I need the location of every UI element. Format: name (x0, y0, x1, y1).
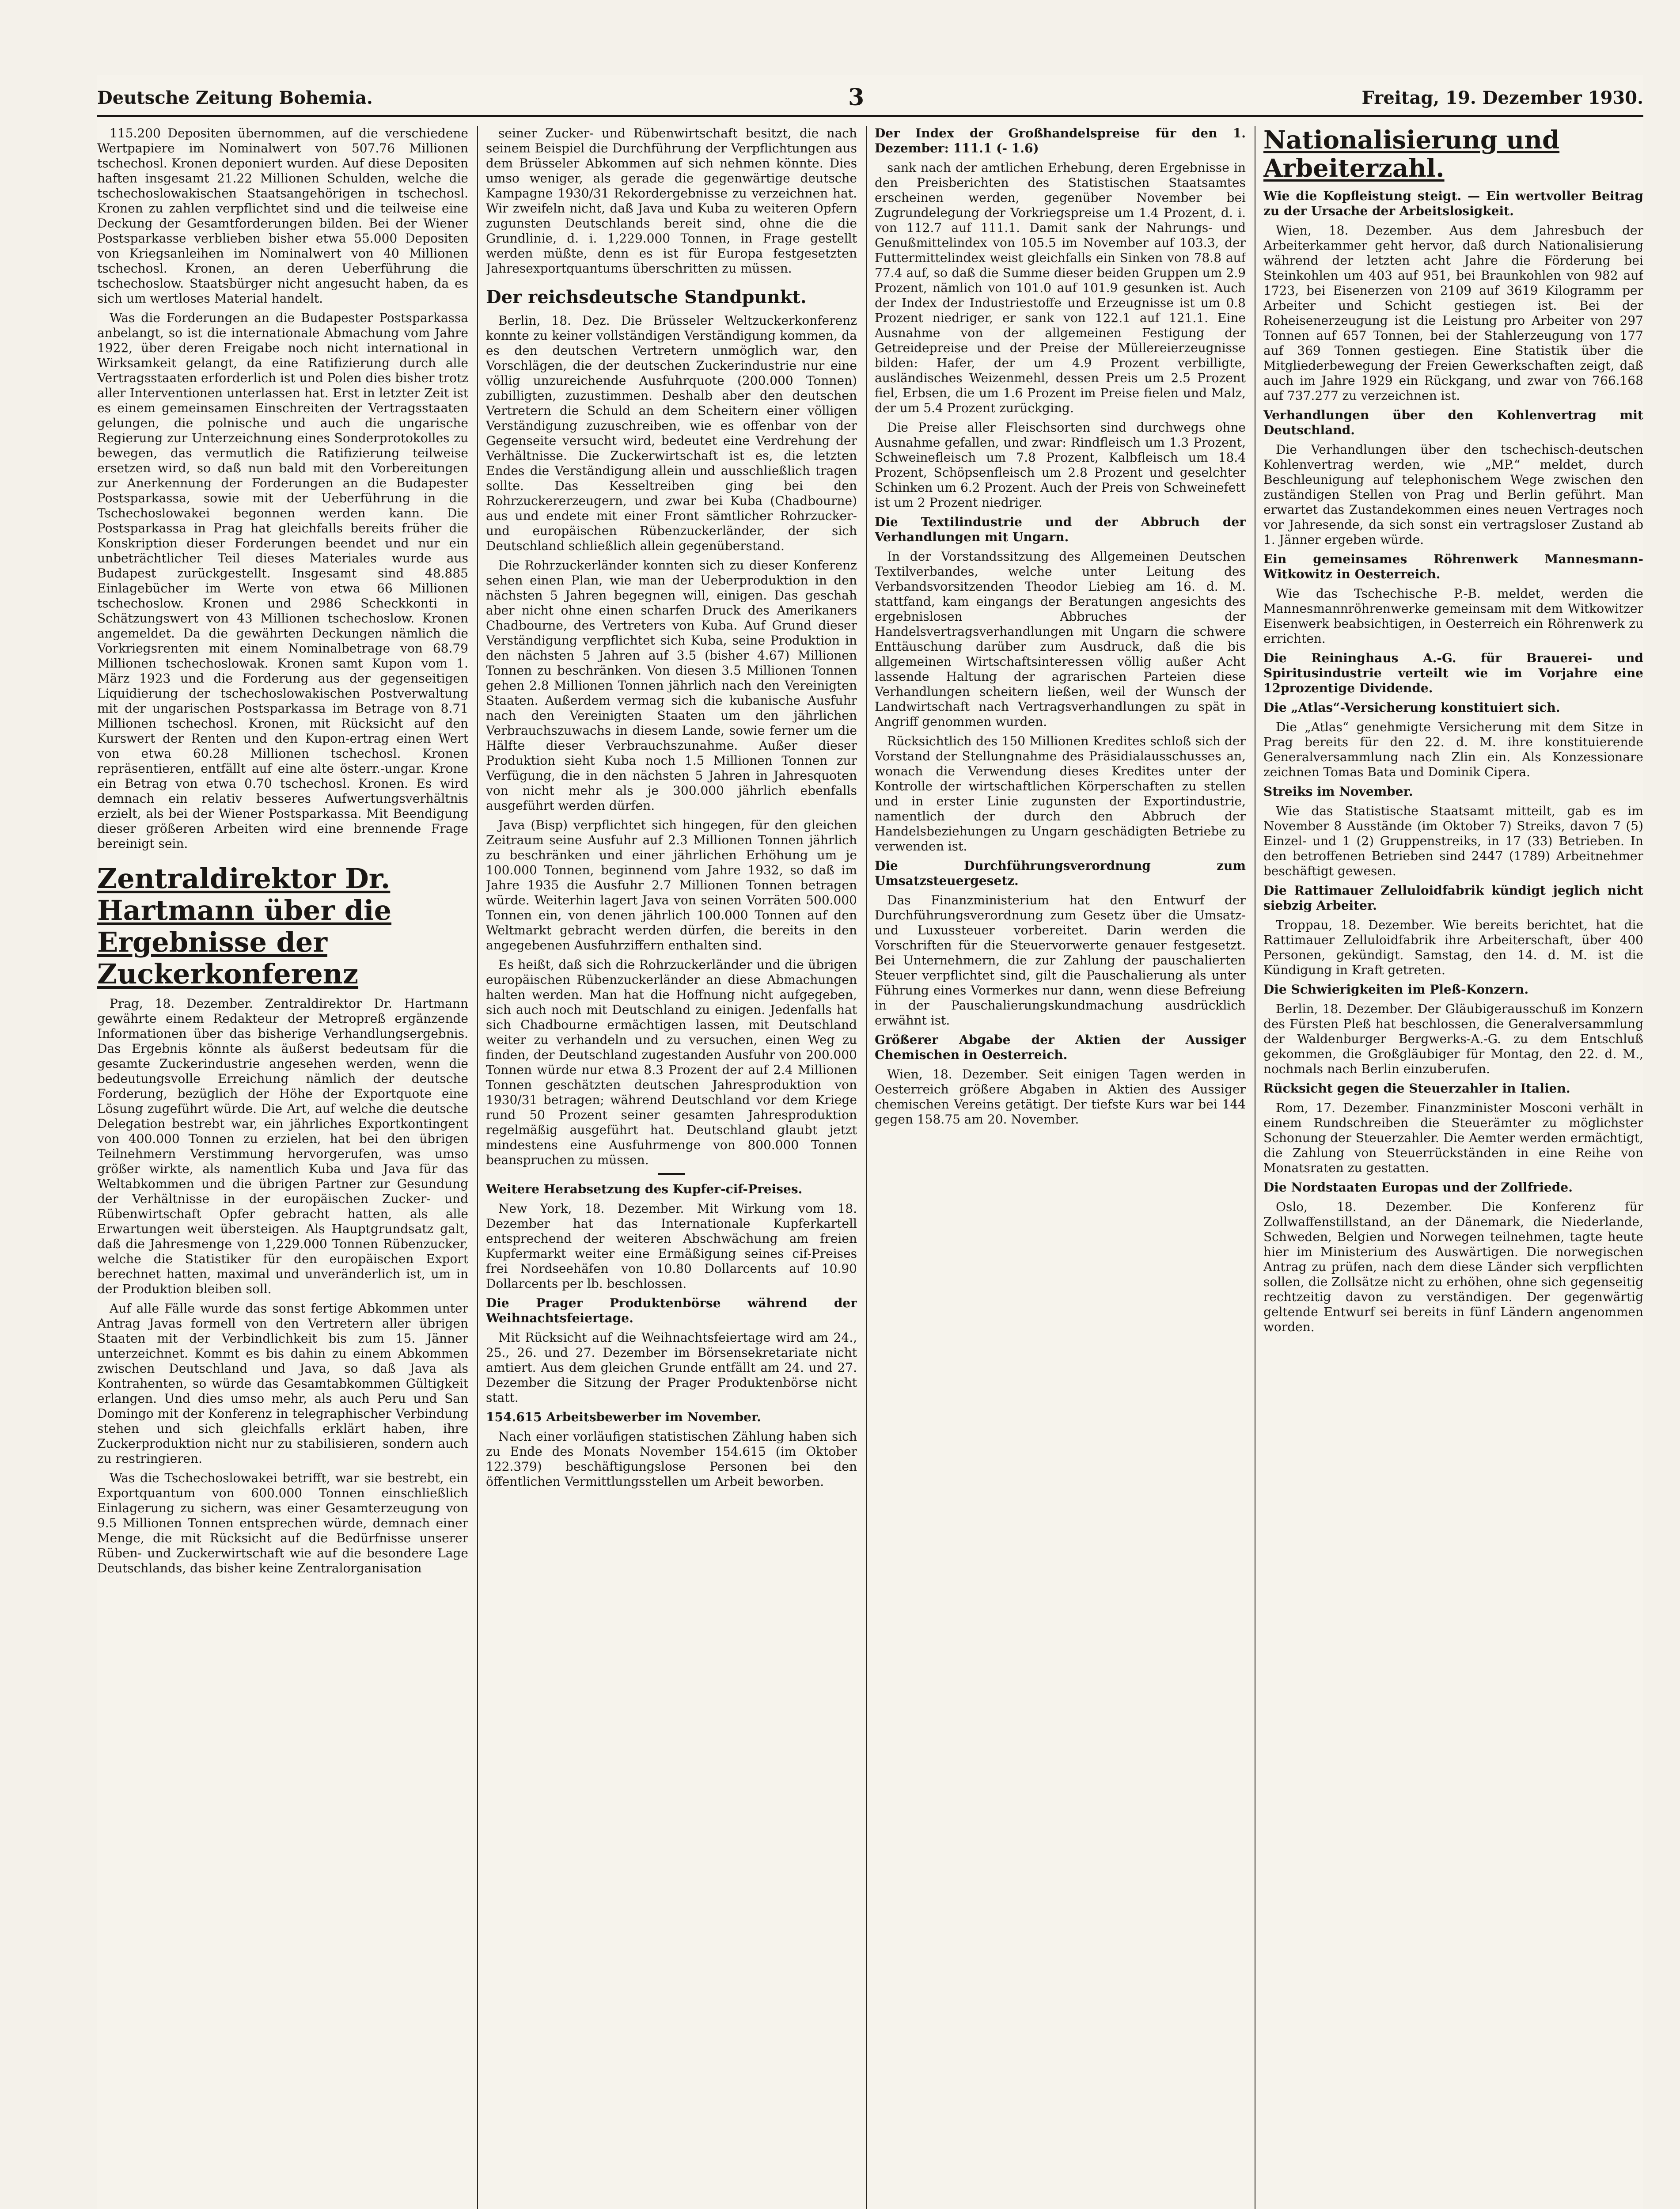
article-headline-kohlenvertrag: Verhandlungen über den Kohlenvertrag mit Deutschland. (1263, 408, 1643, 437)
article-headline-hartmann: Zentraldirektor Dr. Hartmann über die Ergebnisse der Zuckerkonferenz (97, 862, 392, 990)
article-headline-standpunkt: Der reichsdeutsche Standpunkt. (486, 287, 807, 307)
article-paragraph: Auf alle Fälle wurde das sonst fertige Abkommen unter Antrag Javas formell von den Vertretern aller übrigen Staaten mit der Verbindlichkeit bis zum 15. Jänner unterzeichnet. Kommt es bis dahin zu einem Abkommen zwischen Deutschland und Java, so daß Java als Kontrahenten, so würde das Gesamtabkommen Gültigkeit erlangen. Und dies umso mehr, als auch Peru und San Domingo mit der Konferenz in telegraphischer Verbindung stehen und sich gleichfalls erklärt haben, ihre Zuckerproduktion nicht nur zu stabilisieren, sondern auch zu restringieren. (97, 1301, 468, 1466)
article-headline-steuerzahler: Rücksicht gegen die Steuerzahler in Italien. (1263, 1081, 1570, 1096)
issue-date: Freitag, 19. Dezember 1930. (1361, 87, 1643, 108)
column-rule (477, 126, 478, 2209)
article-paragraph: sank nach der amtlichen Erhebung, deren Ergebnisse in den Preisberichten des Statistischen Staatsamtes erscheinen werden, gegenüber November bei Zugrundelegung der Vorkriegspreise um 1.4 Prozent, d. i. von 112.7 auf 111.1. Damit sank der Nahrungs- und Genußmittelindex von 105.5 im November auf 103.3, der Futtermittelindex weist gleichfalls ein Sinken von 78.8 auf 77.4 auf, so daß die Summe dieser beiden Gruppen um 2.9 Prozent, nämlich von 101.0 auf 101.9 gesunken ist. Auch der Index der Industriestoffe und Erzeugnisse ist um 0.8 Prozent niedriger, er sank von 122.1 auf 121.1. Eine Ausnahme von der allgemeinen Festigung der Getreidepreise und der Preise der Müllereierzeugnisse bilden: Hafer, der um 4.9 Prozent verbilligte, ausländisches Weizenmehl, dessen Preis um 2.5 Prozent fiel, Erbsen, die um 1.6 Prozent im Preise fielen und Malz, der um 5.4 Prozent zurückging. (875, 160, 1246, 415)
article-paragraph: Es heißt, daß sich die Rohrzuckerländer und die übrigen europäischen Rübenzuckerländer an diese Abmachungen halten werden. Man hat die Hoffnung nicht aufgegeben, sich auch noch mit Deutschland zu einigen. Jedenfalls hat sich Chadbourne ermächtigen lassen, mit Deutschland weiter zu verhandeln und zu versuchen, einen Weg zu finden, der Deutschland zugestanden Ausfuhr von 200.000 Tonnen würde nur etwa 8.3 Prozent der auf 2.4 Millionen Tonnen geschätzten deutschen Jahresproduktion von 1930/31 betragen; während Deutschland vor dem Kriege rund 50 Prozent seiner gesamten Jahresproduktion regelmäßig ausgeführt hat. Deutschland glaubt jetzt mindestens eine Ausfuhrmenge von 800.000 Tonnen beanspruchen zu müssen. (486, 957, 857, 1167)
article-paragraph: Berlin, 18. Dez. Die Brüsseler Weltzuckerkonferenz konnte zu keiner vollständigen Verständigung kommen, da es den deutschen Vertretern unmöglich war, den Vorschlägen, die der deutschen Zuckerindustrie nur eine völlig unzureichende Ausfuhrquote (200.000 Tonnen) zubilligten, zuzustimmen. Deshalb aber den deutschen Vertretern die Schuld an dem Scheitern einer völligen Verständigung zuzuschreiben, wie es offenbar von der Gegenseite versucht wird, bedeutet eine Verdrehung der Verhältnisse. Die Zuckerwirtschaft ist es, die letzten Endes die Verständigung allein und ausschließlich tragen sollte. Das Kesseltreiben ging bei den Rohrzuckererzeugern, und zwar bei Kuba (Chadbourne) aus und endete mit einer Front sämtlicher Rohrzucker- und europäischen Rübenzuckerländer, der sich Deutschland schließlich allein gegenüberstand. (486, 313, 857, 553)
article-paragraph: Troppau, 18. Dezember. Wie bereits berichtet, hat die Rattimauer Zelluloidfabrik ihre Arbeiterschaft, über 400 Personen, gekündigt. Samstag, den 14. d. M. ist die Kündigung in Kraft getreten. (1263, 918, 1643, 977)
article-paragraph: Prag, 18. Dezember. Zentraldirektor Dr. Hartmann gewährte einem Redakteur der Metropreß ergänzende Informationen über das bisherige Verhandlungsergebnis. Das Ergebnis könnte als äußerst bedeutsam für die gesamte Zuckerindustrie angesehen werden, wenn die bedeutungsvolle Erreichung nämlich der deutsche Forderung, bezüglich der Höhe der Exportquote eine Lösung zugeführt würde. Die Art, auf welche die deutsche Delegation bestrebt war, ein jährliches Exportkontingent von 400.000 Tonnen zu erzielen, hat bei den übrigen Teilnehmern Verstimmung hervorgerufen, was umso größer wirkte, als namentlich Kuba und Java für das Weltabkommen und die übrigen Partner zur Gesundung der Verhältnisse in der europäischen Zucker- und Rübenwirtschaft Opfer gebracht hatten, als alle Erwartungen weit übersteigen. Als Hauptgrundsatz galt, daß die Jahresmenge von 1,229.000 Tonnen Rübenzucker, welche die Statistiker für den europäischen Export berechnet hatten, maximal und unveränderlich ist, um in der Produktion bleiben soll. (97, 996, 468, 1296)
article-headline-arbeitsbewerber: 154.615 Arbeitsbewerber im November. (486, 1410, 761, 1424)
article-paragraph: Nach einer vorläufigen statistischen Zählung haben sich zu Ende des Monats November 154.615 (im Oktober 122.379) beschäftigungslose Personen bei den öffentlichen Vermittlungsstellen um Arbeit beworben. (486, 1429, 857, 1489)
article-headline-umsatzsteuer: Die Durchführungsverordnung zum Umsatzsteuergesetz. (875, 858, 1246, 888)
article-paragraph: Wien, 18. Dezember. Seit einigen Tagen werden in Oesterreich größere Abgaben in Aktien des Aussiger chemischen Vereins getätigt. Der tiefste Kurs war bei 144 gegen 158.75 am 20. November. (875, 1067, 1246, 1127)
article-headline-zelluloid: Die Rattimauer Zelluloidfabrik kündigt jeglich nicht siebzig Arbeiter. (1263, 883, 1643, 913)
article-subheadline: Wie die Kopfleistung steigt. — Ein wertvoller Beitrag zu der Ursache der Arbeitslosigkeit. (1263, 189, 1643, 218)
article-headline-pless: Die Schwierigkeiten im Pleß-Konzern. (1263, 982, 1529, 997)
article-paragraph: Wien, 18. Dezember. Aus dem Jahresbuch der Arbeiterkammer geht hervor, daß durch Nationalisierung während der letzten acht Jahre die Förderung bei Steinkohlen um 403 auf 951, bei Braunkohlen von 982 auf 1723, bei Eisenerzen von 2109 auf 3619 Kilogramm per Arbeiter und Schicht gestiegen ist. Bei der Roheisenerzeugung ist die Leistung pro Arbeiter von 297 Tonnen auf 657 Tonnen, bei der Stahlerzeugung von 177 auf 369 Tonnen gestiegen. Eine Statistik über die Mitgliederbewegung der Freien Gewerkschaften zeigt, daß auch im Jahre 1929 ein Rückgang, und zwar von 766.168 auf 737.277 zu verzeichnen ist. (1263, 223, 1643, 403)
article-paragraph: Die Verhandlungen über den tschechisch-deutschen Kohlenvertrag werden, wie „MP.“ meldet, durch Beschleunigung auf telephonischem Wege zwischen den zuständigen Stellen von Prag und Berlin geführt. Man erwartet das Zustandekommen eines neuen Vertrages noch vor Jahresende, da sich sonst ein vertragsloser Zustand ab 1. Jänner ergeben würde. (1263, 442, 1643, 547)
article-paragraph: Oslo, 18. Dezember. Die Konferenz für Zollwaffenstillstand, an der Dänemark, die Niederlande, Schweden, Belgien und Norwegen teilnehmen, tagte heute hier im Ministerium des Auswärtigen. Die norwegischen Antrag zu prüfen, nach dem diese Länder sich verpflichten sollen, die Zollsätze nicht zu erhöhen, ohne sich gegenseitig rechtzeitig davon zu verständigen. Der gegenwärtig geltende Entwurf sei bereits in fünf Ländern angenommen worden. (1263, 1199, 1643, 1334)
article-paragraph: 115.200 Depositen übernommen, auf die verschiedene Wertpapiere im Nominalwert von 507.76 Millionen tschechosl. Kronen deponiert wurden. Auf diese Depositen haften insgesamt 21.22 Millionen Schulden, welche die tschechoslowakischen Staatsangehörigen in tschechosl. Kronen zu zahlen verpflichtet sind und die teilweise eine Deckung der Gesamtforderungen bilden. Bei der Wiener Postsparkasse verblieben bisher etwa 55.000 Depositen von Kriegsanleihen im Nominalwert von 40 Millionen tschechosl. Kronen, an deren Ueberführung die tschechoslow. Staatsbürger nicht angesucht haben, da es sich um wertloses Material handelt. (97, 126, 468, 306)
article-paragraph: Rom, 17. Dezember. Finanzminister Mosconi verhält in einem Rundschreiben die Steuerämter zu möglichster Schonung der Steuerzahler. Die Aemter werden ermächtigt, die Zahlung von Steuerrückständen in eine Reihe von Monatsraten zu gestatten. (1263, 1101, 1643, 1175)
newspaper-page (97, 75, 1643, 2209)
article-headline-aussig: Größerer Abgabe der Aktien der Aussiger Chemischen in Oesterreich. (875, 1032, 1246, 1062)
page-header (97, 84, 1643, 117)
article-headline-zollfriede: Die Nordstaaten Europas und der Zollfriede. (1263, 1180, 1573, 1195)
column-4 (1263, 126, 1643, 2209)
article-paragraph: Die „Atlas“ genehmigte Versicherung mit dem Sitze in Prag bereits für den 22. d. M. ihre konstituierende Generalversammlung nach Zlin ein. Als Konzessionare zeichnen Tomas Bata und Dominik Cipera. (1263, 720, 1643, 779)
article-paragraph: Das Finanzministerium hat den Entwurf der Durchführungsverordnung zum Gesetz über die Umsatz- und Luxussteuer vorbereitet. Darin werden die Vorschriften für die Steuervorwerte genauer festgesetzt. Bei Unternehmern, die zur Zahlung der pauschalierten Steuer verpflichtet sind, gilt die Pauschalierung als unter Führung eines Vormerkes nur dann, wenn diese Befreiung in der Pauschalierungskundmachung ausdrücklich erwähnt ist. (875, 893, 1246, 1028)
article-paragraph: Java (Bisp) verpflichtet sich hingegen, für den gleichen Zeitraum seine Ausfuhr auf 2.3 Millionen Tonnen jährlich zu beschränken und einer jährlichen Erhöhung um je 100.000 Tonnen, beginnend vom Jahre 1932, so daß im Jahre 1935 die Ausfuhr 2.7 Millionen Tonnen betragen würde. Weiterhin lagert Java von seinen Vorräten 500.000 Tonnen ein, von denen jährlich 100.000 Tonnen auf den Weltmarkt gebracht werden dürfen, die bereits in den angegebenen Ausfuhrziffern enthalten sind. (486, 818, 857, 953)
column-2 (486, 126, 857, 2209)
article-paragraph: Rücksichtlich des 150 Millionen Kredites schloß sich der Vorstand der Stellungnahme des Präsidialausschusses an, wonach die Verwendung dieses Kredites unter der Kontrolle der wirtschaftlichen Körperschaften zu stellen und in erster Linie zugunsten der Exportindustrie, namentlich der durch den Abbruch der Handelsbeziehungen zu Ungarn geschädigten Betriebe zu verwenden ist. (875, 734, 1246, 854)
article-paragraph: Die Rohrzuckerländer konnten sich zu dieser Konferenz sehen einen Plan, wie man der Ueberproduktion in den nächsten 5 Jahren begegnen will, einigen. Das geschah aber nicht ohne einen scharfen Druck des Amerikaners Chadbourne, des Vertreters von Kuba. Auf Grund dieser Verständigung verpflichtet sich Kuba, seine Produktion in den nächsten 5 Jahren auf 3.5 (bisher 4.67) Millionen Tonnen zu beschränken. Von diesen 3.5 Millionen Tonnen gehen 2.8 Millionen Tonnen jährlich nach den Vereinigten Staaten. Außerdem vermag sich die kubanische Ausfuhr nach den Vereinigten Staaten um den jährlichen Verbrauchszuwachs in diesem Lande, sowie ferner um die Hälfte dieser Verbrauchszunahme. Außer dieser Produktion sieht Kuba noch 1.5 Millionen Tonnen zur Verfügung, die in den nächsten 5 Jahren in Jahresquoten von nicht mehr als je 300.000 jährlich ebenfalls ausgeführt werden dürfen. (486, 558, 857, 813)
article-paragraph: Wie das Tschechische P.-B. meldet, werden die Mannesmannröhrenwerke gemeinsam mit dem Witkowitzer Eisenwerk beabsichtigen, in Oesterreich ein Röhrenwerk zu errichten. (1263, 586, 1643, 646)
article-headline-kupfer: Weitere Herabsetzung des Kupfer-cif-Preises. (486, 1182, 803, 1196)
article-headline-index: Der Index der Großhandelspreise für den 1. Dezember: 111.1 (- 1.6) (875, 126, 1246, 156)
column-rule (866, 126, 867, 2209)
article-headline-produktenboerse: Die Prager Produktenbörse während der Weihnachtsfeiertage. (486, 1296, 857, 1325)
column-3 (875, 126, 1246, 2209)
article-headline-atlas: Die „Atlas“-Versicherung konstituiert sich. (1263, 700, 1560, 715)
masthead-title: Deutsche Zeitung Bohemia. (97, 87, 373, 108)
article-headline-roehrenwerk: Ein gemeinsames Röhrenwerk Mannesmann-Witkowitz in Oesterreich. (1263, 552, 1643, 581)
article-headline-reininghaus: Die Reininghaus A.-G. für Brauerei- und Spiritusindustrie verteilt wie im Vorjahre eine 12prozentige Dividende. (1263, 651, 1643, 695)
article-paragraph: Was die Tschechoslowakei betrifft, war sie bestrebt, ein Exportquantum von 600.000 Tonnen einschließlich Einlagerung zu sichern, was einer Gesamterzeugung von 9.5 Millionen Tonnen entsprechen würde, demnach einer Menge, die mit Rücksicht auf die Bedürfnisse unserer Rüben- und Zuckerwirtschaft wie auf die besondere Lage Deutschlands, das bisher keine Zentralorganisation (97, 1471, 468, 1575)
article-paragraph: Mit Rücksicht auf die Weihnachtsfeiertage wird am 24., 25., 26. und 27. Dezember im Börsensekretariate nicht amtiert. Aus dem gleichen Grunde entfällt am 24. und 27. Dezember die Sitzung der Prager Produktenbörse nicht statt. (486, 1330, 857, 1405)
article-paragraph: New York, 18. Dezember. Mit Wirkung vom 18. Dezember hat das Internationale Kupferkartell entsprechend der weiteren Abschwächung am freien Kupfermarkt weiter eine Ermäßigung seines cif-Preises frei Nordseehäfen von 10.80 Dollarcents auf 10.90 Dollarcents per lb. beschlossen. (486, 1201, 857, 1291)
column-1 (97, 126, 468, 2209)
article-headline-textil: Die Textilindustrie und der Abbruch der Verhandlungen mit Ungarn. (875, 515, 1246, 544)
article-paragraph: Die Preise aller Fleischsorten sind durchwegs ohne Ausnahme gefallen, und zwar: Rindfleisch um 1.3 Prozent, Schweinefleisch um 7.8 Prozent, Kalbfleisch um 18.4 Prozent, Schöpsenfleisch um 2.8 Prozent und geselchter Schinken um 6.2 Prozent. Auch der Preis von Schweinefett ist um 2 Prozent niedriger. (875, 420, 1246, 510)
article-paragraph: Berlin, 18. Dezember. Der Gläubigerausschuß im Konzern des Fürsten Pleß hat beschlossen, die Generalversammlung der Waldenburger Bergwerks-A.-G. zu dem Entschluß gekommen, die Großgläubiger für Montag, den 22. d. M., nochmals nach Berlin einzuberufen. (1263, 1002, 1643, 1076)
article-headline-streiks: Streiks im November. (1263, 784, 1413, 799)
article-paragraph: Wie das Statistische Staatsamt mitteilt, gab es im November 8 Ausstände (im Oktober 7) Streiks, davon 7 (5) Einzel- und 1 (2) Gruppenstreiks, in 17 (33) Betrieben. In den betroffenen Betrieben sind 2447 (1789) Arbeitnehmer beschäftigt gewesen. (1263, 804, 1643, 878)
article-separator (658, 1173, 685, 1175)
page-number: 3 (848, 84, 865, 111)
article-paragraph: In der Vorstandssitzung des Allgemeinen Deutschen Textilverbandes, welche unter Leitung des Verbandsvorsitzenden Theodor Liebieg am 16. d. M. stattfand, kam eingangs der Beratungen angesichts des ergebnislosen Abbruches der Handelsvertragsverhandlungen mit Ungarn die schwere Enttäuschung darüber zum Ausdruck, daß die bis allgemeinen Wirtschaftsinteressen völlig außer Acht lassende Haltung der agrarischen Parteien diese Verhandlungen scheitern ließen, weil der Wunsch der Landwirtschaft nach Vertragsverhandlungen zu spät in Angriff genommen wurden. (875, 549, 1246, 729)
article-headline-nationalisierung: Nationalisierung und Arbeiterzahl. (1263, 126, 1560, 183)
article-paragraph: Was die Forderungen an die Budapester Postsparkassa anbelangt, so ist die internationale Abmachung vom Jahre 1922, über deren Freigabe noch nicht international in Wirksamkeit gelangt, da eine Ratifizierung durch alle Vertragsstaaten erforderlich ist und Polen dies bisher trotz aller Interventionen unterlassen hat. Erst in letzter Zeit ist es einem gemeinsamen Einschreiten der Vertragsstaaten gelungen, die polnische und auch die ungarische Regierung zur Unterzeichnung eines Sonderprotokolles zu bewegen, das vermutlich die Ratifizierung teilweise ersetzen wird, so daß nun bald mit den Vorbereitungen zur Anerkennung der Forderungen an die Budapester Postsparkassa, sowie mit der Ueberführung in die Tschechoslowakei begonnen werden kann. Die Postsparkassa in Prag hat gleichfalls bereits früher die Konskription dieser Forderungen beendet und nur ein unbeträchtlicher Teil dieses Materiales wurde aus Budapest zurückgestellt. Insgesamt sind 48.885 Einlagebücher im Werte von etwa 66 Millionen tschechoslow. Kronen und 2986 Scheckkonti in Schätzungswert von 43 Millionen tschechoslow. Kronen angemeldet. Da die gewährten Deckungen nämlich die Vorkriegsrenten mit einem Nominalbetrage von 68.79 Millionen tschechoslowak. Kronen samt Kupon vom 1. März 1923 und die Forderung aus der gegenseitigen Liquidierung der tschechoslowakischen Postverwaltung mit der ungarischen Postsparkassa im Betrage von 8.71 Millionen tschechosl. Kronen, mit Rücksicht auf den Kurswert der Renten und den Kupon-ertrag einen Wert von etwa 60.28 Millionen tschechosl. Kronen repräsentieren, entfällt auf eine alte österr.-ungar. Krone ein Betrag von etwa 0.70 tschechosl. Kronen. Es wird demnach ein relativ besseres Aufwertungsverhältnis erzielt, als bei der Wiener Postsparkassa. Mit Beendigung dieser größeren Arbeiten wird eine brennende Frage bereinigt sein. (97, 311, 468, 851)
article-paragraph: seiner Zucker- und Rübenwirtschaft besitzt, die nach seinem Beispiel die Durchführung der Verpflichtungen aus dem Brüsseler Abkommen auf sich nehmen könnte. Dies umso weniger, als gerade die gegenwärtige deutsche Kampagne 1930/31 Rekordergebnisse zu verzeichnen hat. Wir zweifeln nicht, daß Java und Kuba zu weiteren Opfern zugunsten Deutschlands bereit sind, ohne die die Grundlinie, d. i. 1,229.000 Tonnen, in Frage gestellt werden müßte, denn es ist für Europa festgesetzten Jahresexportquantums überschritten zu müssen. (486, 126, 857, 276)
